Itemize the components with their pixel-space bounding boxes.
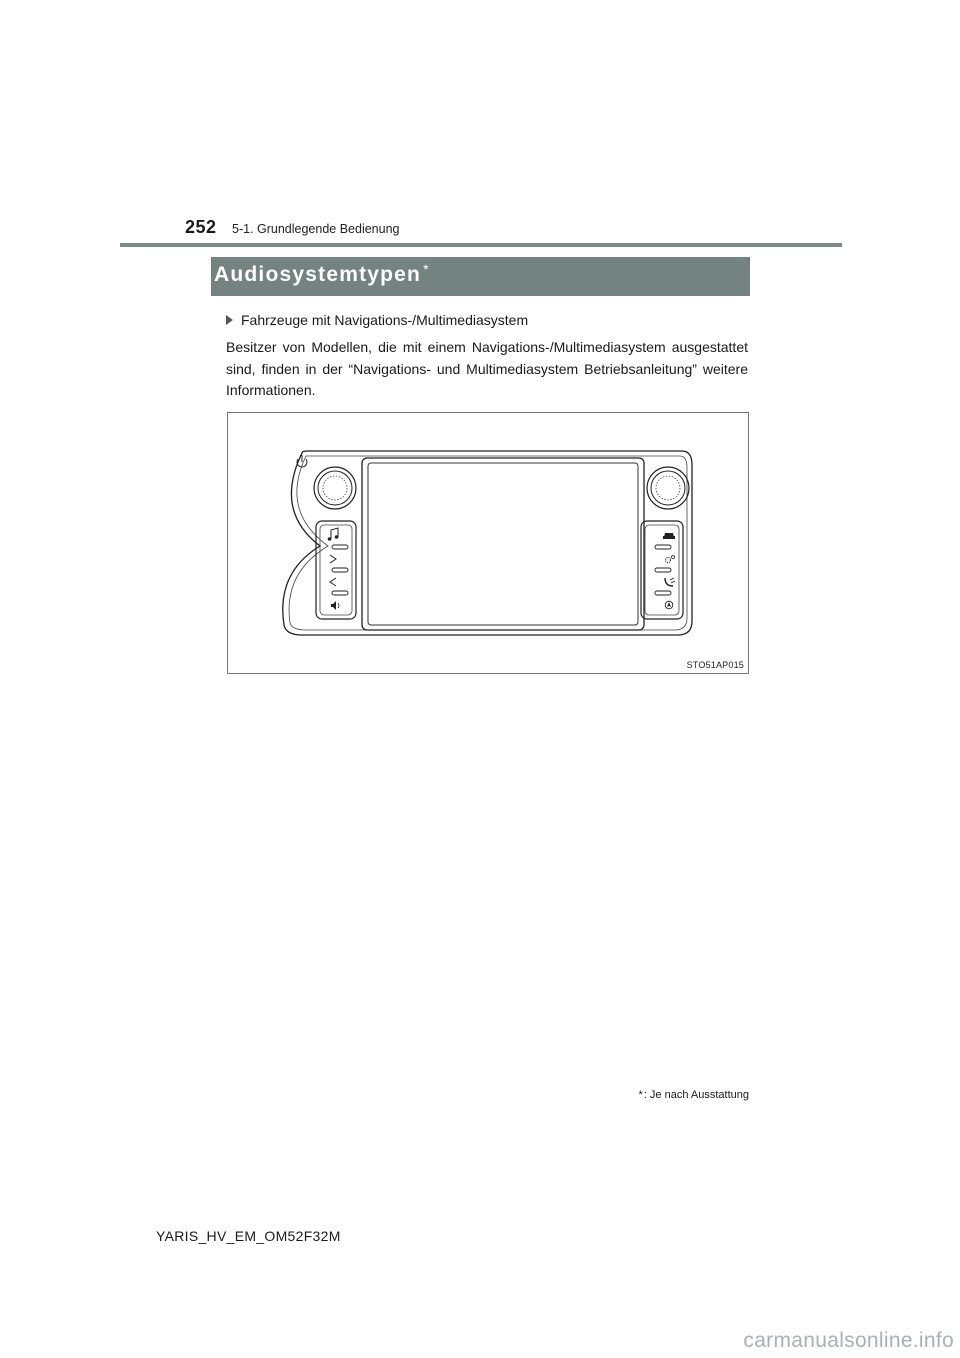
seek-back-icon [330,578,336,586]
page-title [214,263,430,287]
audio-unit-figure [227,412,749,674]
volume-knob [314,467,356,509]
document-code: YARIS_HV_EM_OM52F32M [156,1228,341,1244]
music-note-icon [328,528,339,541]
asterisk-icon: * [423,261,430,277]
footnote-text: : Je nach Ausstattung [643,1089,749,1101]
watermark[interactable]: carmanualsonline.info [743,1329,954,1352]
page-number: 252 [185,217,217,237]
right-button-panel [641,521,683,619]
title-text: Audiosystemtypen [214,263,422,286]
volume-icon [331,601,339,610]
audio-unit-illustration [228,413,750,675]
tune-knob [647,467,689,509]
triangle-bullet-icon [226,315,233,325]
navigation-icon [665,601,673,609]
title-bar [211,257,750,296]
display-screen [362,458,644,630]
left-button-panel [316,521,356,619]
unit-housing-inner [289,456,687,630]
list-item [226,312,528,328]
asterisk-icon: * [638,1089,643,1101]
car-icon [663,533,675,539]
bullet-text: Fahrzeuge mit Navigations-/Multimediasystem [241,312,529,328]
section-label: 5-1. Grundlegende Bedienung [232,222,400,236]
setup-icon [666,556,675,563]
body-paragraph: Besitzer von Modellen, die mit einem Navigations-/Multimediasystem ausgestattet sind, finden in der “Navigations- und Multimediasystem Betriebsanleitung” weitere Informationen. [226,339,748,398]
phone-icon [665,578,675,586]
unit-housing [283,451,692,635]
figure-code: STO51AP015 [686,660,744,670]
footnote [639,1089,749,1101]
header-rule [120,243,842,247]
seek-forward-icon [330,555,336,563]
